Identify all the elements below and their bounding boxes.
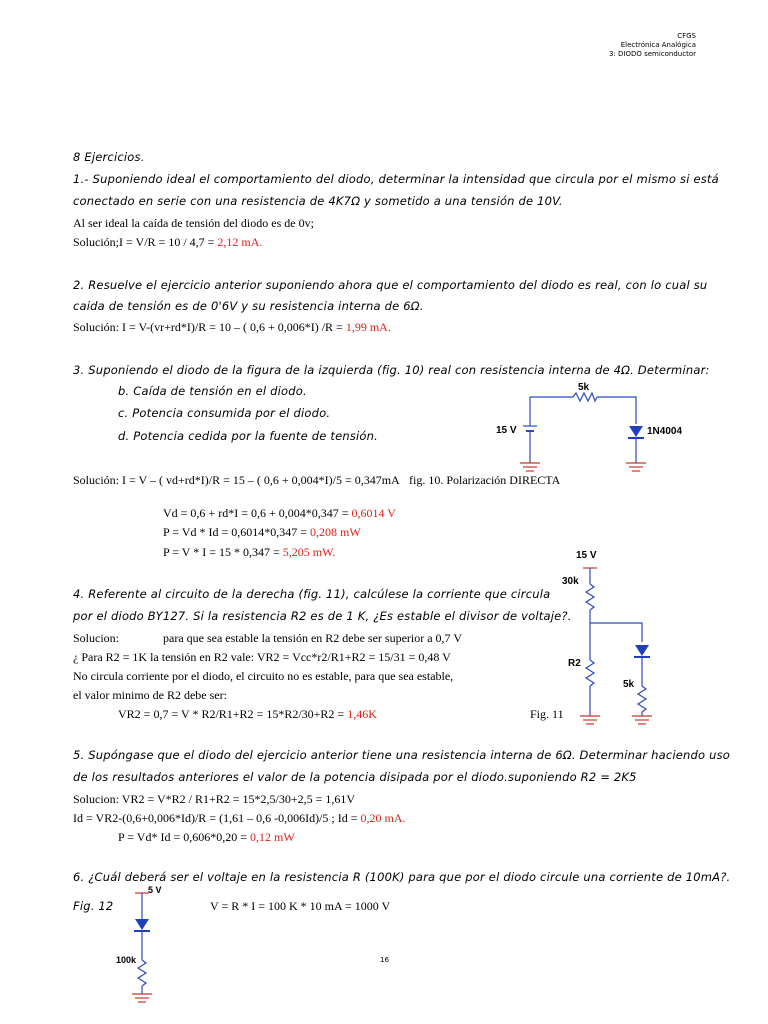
- ex5-power-text: P = Vd* Id = 0,606*0,20 =: [118, 830, 250, 844]
- fig12-source-label: 5 V: [148, 885, 162, 895]
- fig11-caption: Fig. 11: [530, 707, 564, 721]
- ex2-solution-text: Solución: I = V-(vr+rd*I)/R = 10 – ( 0,6 + 0,006*I) /R =: [73, 320, 346, 334]
- page-number: 16: [380, 956, 389, 964]
- ex4-solution-label: Solucion:: [73, 631, 120, 645]
- fig11-r3-label: 5k: [623, 679, 635, 690]
- ex3-item-b: b. Caída de tensión en el diodo.: [118, 384, 307, 398]
- ex4-no-current: No circula corriente por el diodo, el circuito no es estable, para que sea estable,: [73, 669, 454, 683]
- ex1-statement-line1: 1.- Suponiendo ideal el comportamiento del diodo, determinar la intensidad que circula por el mismo si está: [73, 172, 719, 186]
- ex4-question: ¿ Para R2 = 1K la tensión en R2 vale: VR2 = Vcc*r2/R1+R2 = 15/31 = 0,48 V: [73, 650, 451, 664]
- ex6-solution: V = R * I = 100 K * 10 mA = 1000 V: [210, 899, 391, 913]
- ex5-statement-line2: de los resultados anteriores el valor de la potencia disipada por el diodo.suponiendo R2 = 2K5: [73, 770, 637, 784]
- ex5-power-result: 0,12 mW: [249, 830, 295, 844]
- fig12-ground: [132, 994, 152, 1002]
- ex4-vr2-result: 1,46K: [347, 707, 377, 721]
- fig12-label: Fig. 12: [73, 899, 114, 913]
- ex1-statement-line2: conectado en serie con una resistencia de 4K7Ω y sometido a una tensión de 10V.: [73, 194, 563, 208]
- ex4-statement-line2: por el diodo BY127. Si la resistencia R2 es de 1 K, ¿Es estable el divisor de voltaje?.: [73, 609, 572, 623]
- ex5-id-result: 0,20 mA.: [360, 811, 406, 825]
- fig10-diode-label: 1N4004: [647, 426, 683, 437]
- ex3-statement: 3. Suponiendo el diodo de la figura de la izquierda (fig. 10) real con resistencia interna de 4Ω. Determinar:: [73, 363, 710, 377]
- ex3-power-source-text: P = V * I = 15 * 0,347 =: [163, 545, 283, 559]
- ex5-id-text: Id = VR2-(0,6+0,006*Id)/R = (1,61 – 0,6 -0,006Id)/5 ; Id =: [73, 811, 361, 825]
- header-course: CFGS: [677, 32, 696, 40]
- ex3-power-source-result: 5,205 mW.: [282, 545, 336, 559]
- ex5-solution-vr2: Solucion: VR2 = V*R2 / R1+R2 = 15*2,5/30+2,5 = 1,61V: [73, 792, 356, 806]
- ex6-statement: 6. ¿Cuál deberá ser el voltaje en la resistencia R (100K) para que por el diodo circule una corriente de 10mA?.: [73, 870, 731, 884]
- ex1-result: 2,12 mA.: [217, 235, 263, 249]
- ex1-solution-text: Solución;I = V/R = 10 / 4,7 =: [73, 235, 218, 249]
- fig10-caption: fig. 10. Polarización DIRECTA: [409, 473, 561, 487]
- ex4-statement-line1: 4. Referente al circuito de la derecha (fig. 11), calcúlese la corriente que circula: [73, 587, 551, 601]
- fig10-source-label: 15 V: [496, 425, 517, 436]
- ex4-solution-text: para que sea estable la tensión en R2 debe ser superior a 0,7 V: [163, 631, 463, 645]
- fig11-r2-label: R2: [568, 658, 581, 669]
- fig12-resistor-label: 100k: [116, 955, 137, 965]
- fig11-source-label: 15 V: [576, 550, 597, 561]
- fig12-diode: [135, 919, 149, 930]
- fig11-r1-label: 30k: [562, 576, 579, 587]
- ex1-note: Al ser ideal la caída de tensión del diodo es de 0v;: [73, 216, 314, 230]
- ex2-statement-line2: caida de tensión es de 0'6V y su resistencia interna de 6Ω.: [73, 299, 424, 313]
- ex2-statement-line1: 2. Resuelve el ejercicio anterior suponiendo ahora que el comportamiento del diodo es real, con lo cual su: [73, 278, 708, 292]
- header-unit: 3: DIODO semiconductor: [608, 50, 696, 58]
- header-subject: Electrónica Analógica: [620, 41, 696, 49]
- ex3-item-d: d. Potencia cedida por la fuente de tensión.: [118, 429, 378, 443]
- ex4-min-r2: el valor minimo de R2 debe ser:: [73, 688, 227, 702]
- ex3-vd-text: Vd = 0,6 + rd*I = 0,6 + 0,004*0,347 =: [163, 506, 352, 520]
- section-title: 8 Ejercicios.: [73, 150, 145, 164]
- fig12-resistor: [138, 960, 146, 986]
- ex5-statement-line1: 5. Supóngase que el diodo del ejercicio anterior tiene una resistencia interna de 6Ω. Determinar haciendo uso: [73, 748, 731, 762]
- ex3-item-c: c. Potencia consumida por el diodo.: [118, 406, 331, 420]
- ex3-vd-result: 0,6014 V: [351, 506, 396, 520]
- ex4-vr2-text: VR2 = 0,7 = V * R2/R1+R2 = 15*R2/30+R2 =: [118, 707, 348, 721]
- ex3-power-diode-result: 0,208 mW: [309, 525, 361, 539]
- fig10-resistor-label: 5k: [578, 382, 590, 393]
- ex3-power-diode-text: P = Vd * Id = 0,6014*0,347 =: [163, 525, 310, 539]
- ex3-solution: Solución: I = V – ( vd+rd*I)/R = 15 – ( 0,6 + 0,004*I)/5 = 0,347mA: [73, 473, 400, 487]
- ex2-result: 1,99 mA.: [345, 320, 391, 334]
